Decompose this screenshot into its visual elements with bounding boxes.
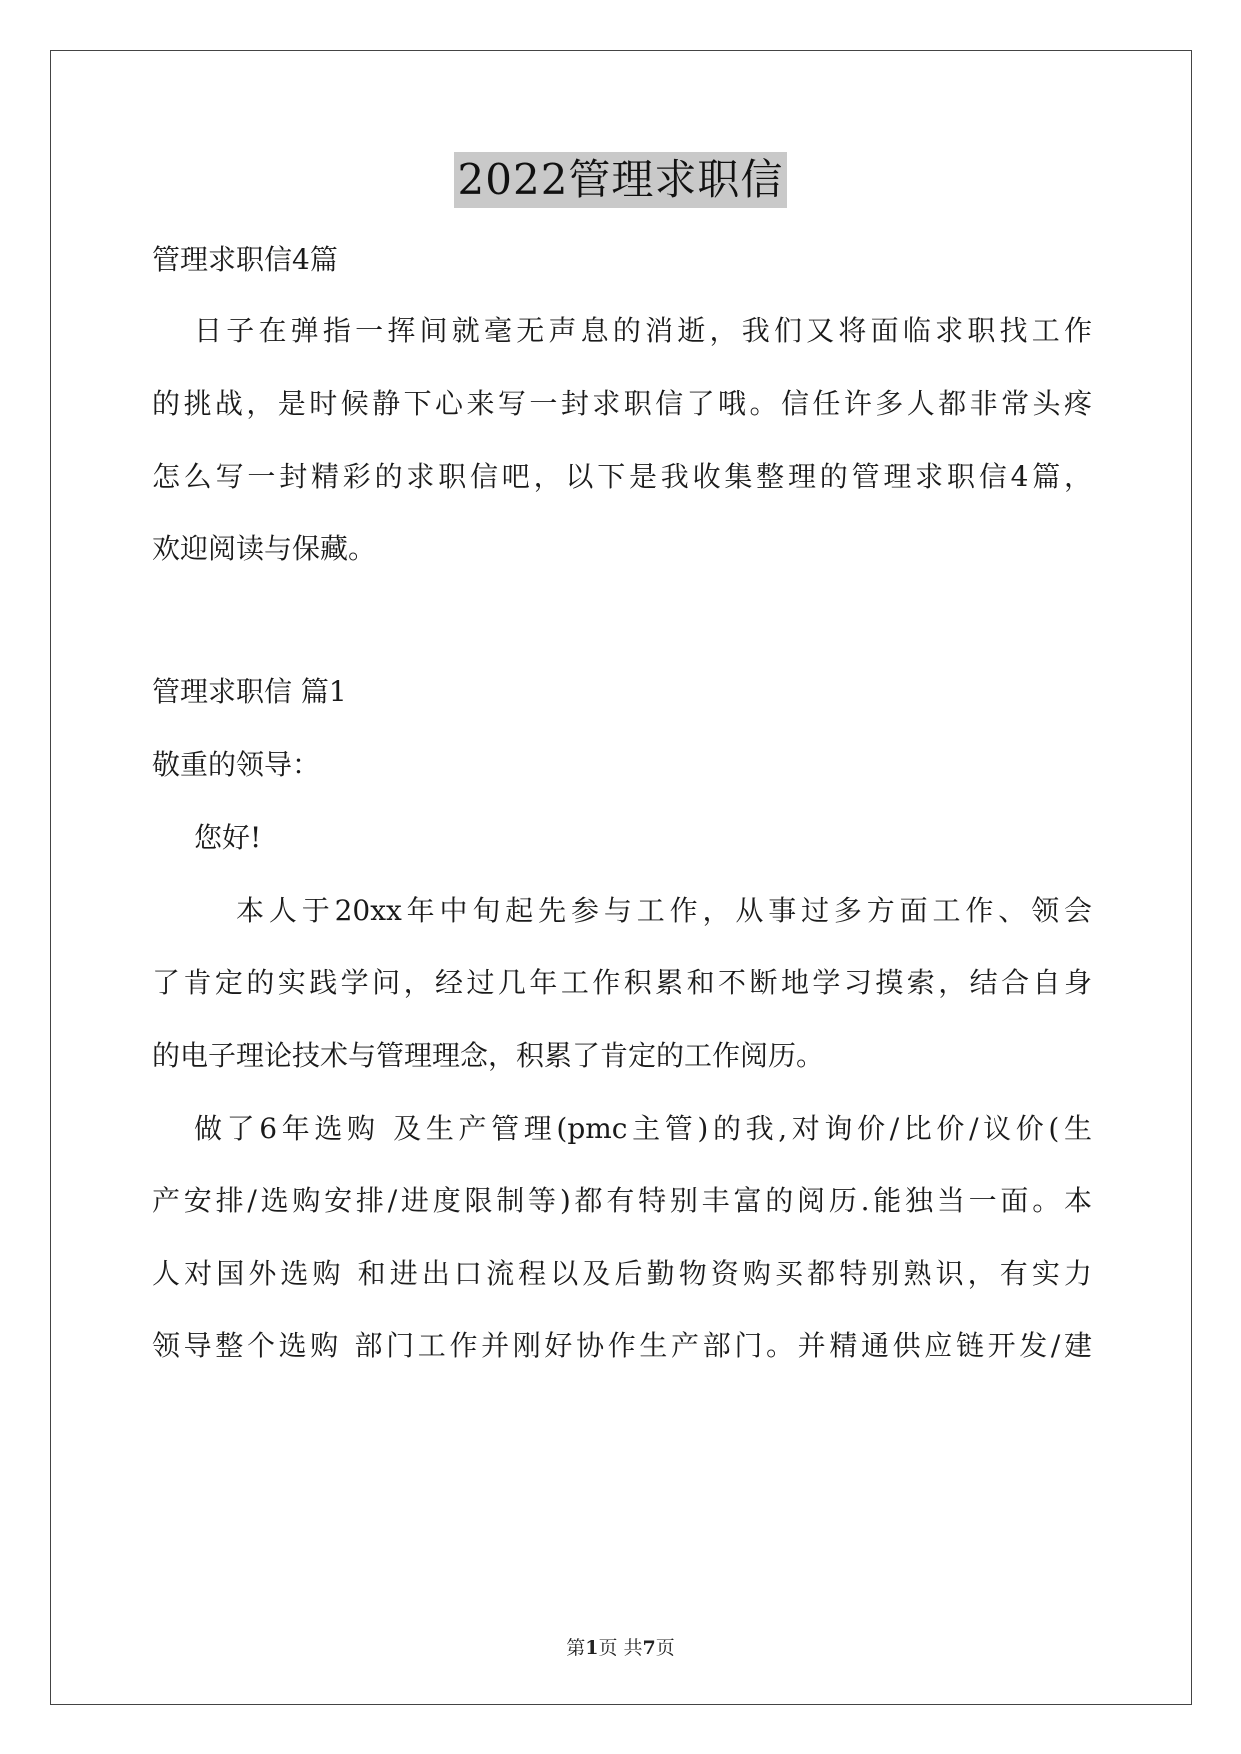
page-footer xyxy=(0,1633,1241,1660)
para1-line-3: 的电子理论技术与管理理念，积累了肯定的工作阅历。 xyxy=(152,1039,825,1072)
intro-line-1: 日子在弹指一挥间就毫无声息的消逝，我们又将面临求职找工作 xyxy=(194,314,1092,347)
footer-prefix: 第 xyxy=(566,1637,586,1659)
greeting: 您好! xyxy=(194,821,262,854)
intro-line-4: 欢迎阅读与保藏。 xyxy=(152,532,377,565)
intro-line-2: 的挑战，是时候静下心来写一封求职信了哦。信任许多人都非常头疼 xyxy=(152,387,1092,420)
para2-line-4: 领导整个选购 部门工作并刚好协作生产部门。并精通供应链开发/建 xyxy=(152,1329,1092,1362)
para2-line-3: 人对国外选购 和进出口流程以及后勤物资购买都特别熟识，有实力 xyxy=(152,1257,1092,1290)
document-subtitle: 管理求职信4篇 xyxy=(152,243,338,276)
salutation: 敬重的领导： xyxy=(152,748,321,781)
footer-current-page: 1 xyxy=(585,1637,599,1659)
para2-line-1: 做了6年选购 及生产管理(pmc主管)的我,对询价/比价/议价(生 xyxy=(194,1112,1092,1145)
footer-total-pages: 7 xyxy=(642,1637,656,1659)
title-container xyxy=(0,152,1241,208)
page-border xyxy=(50,50,1192,1705)
footer-suffix: 页 xyxy=(655,1637,675,1659)
document-title: 2022管理求职信 xyxy=(454,152,788,208)
para2-line-2: 产安排/选购安排/进度限制等)都有特别丰富的阅历.能独当一面。本 xyxy=(152,1184,1092,1217)
para1-line-1: 本人于20xx年中旬起先参与工作，从事过多方面工作、领会 xyxy=(236,894,1092,927)
intro-line-3: 怎么写一封精彩的求职信吧，以下是我收集整理的管理求职信4篇， xyxy=(152,460,1092,493)
para1-line-2: 了肯定的实践学问，经过几年工作积累和不断地学习摸索，结合自身 xyxy=(152,966,1092,999)
section-heading: 管理求职信 篇1 xyxy=(152,675,347,708)
footer-mid: 页 共 xyxy=(598,1637,643,1659)
